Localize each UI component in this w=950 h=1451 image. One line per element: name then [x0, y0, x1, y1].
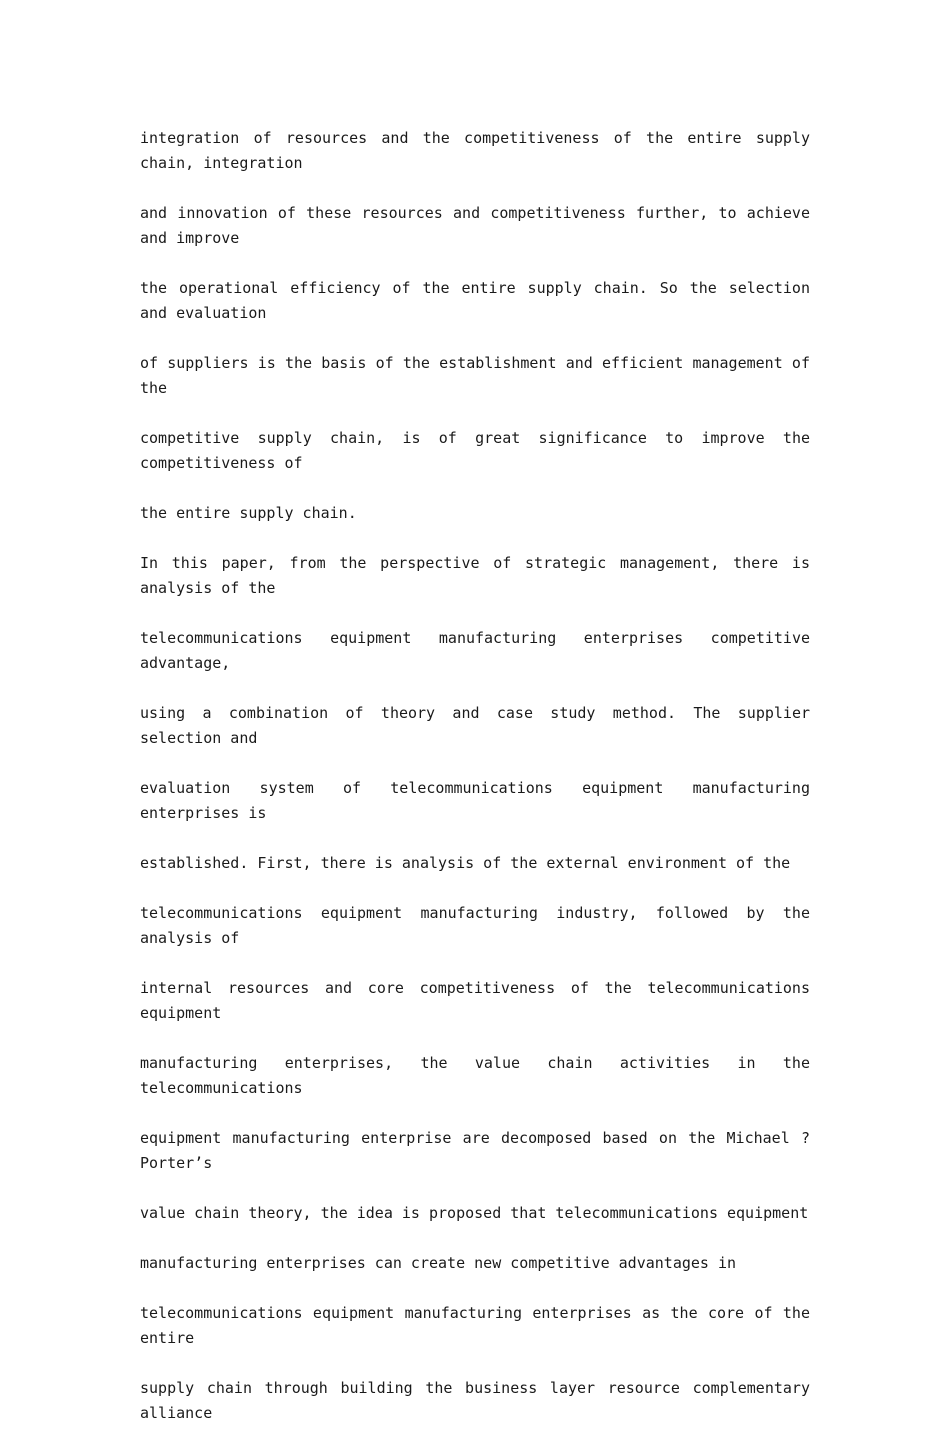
paragraph-6: the entire supply chain.: [140, 504, 357, 522]
paragraph-9: using a combination of theory and case study method. The supplier selection and: [140, 704, 810, 747]
paragraph-18: telecommunications equipment manufacturing enterprises as the core of the entire: [140, 1304, 810, 1347]
paragraph-19: supply chain through building the business layer resource complementary alliance: [140, 1379, 810, 1422]
body-text: [140, 126, 810, 1451]
paragraph-17: manufacturing enterprises can create new competitive advantages in: [140, 1254, 737, 1272]
paragraph-4: of suppliers is the basis of the establishment and efficient management of the: [140, 354, 810, 397]
paragraph-10: evaluation system of telecommunications equipment manufacturing enterprises is: [140, 779, 810, 822]
paragraph-2: and innovation of these resources and competitiveness further, to achieve and improve: [140, 204, 810, 247]
paragraph-13: internal resources and core competitiveness of the telecommunications equipment: [140, 979, 810, 1022]
paragraph-5: competitive supply chain, is of great significance to improve the competitiveness of: [140, 429, 810, 472]
paragraph-3: the operational efficiency of the entire supply chain. So the selection and evaluation: [140, 279, 810, 322]
paragraph-16: value chain theory, the idea is proposed that telecommunications equipment: [140, 1204, 809, 1222]
paragraph-7: In this paper, from the perspective of strategic management, there is analysis of the: [140, 554, 810, 597]
paragraph-1: integration of resources and the competitiveness of the entire supply chain, integration: [140, 129, 810, 172]
paragraph-11: established. First, there is analysis of the external environment of the: [140, 854, 791, 872]
paragraph-14: manufacturing enterprises, the value chain activities in the telecommunications: [140, 1054, 810, 1097]
paragraph-8: telecommunications equipment manufacturing enterprises competitive advantage,: [140, 629, 810, 672]
paragraph-15: equipment manufacturing enterprise are decomposed based on the Michael ? Porter’s: [140, 1129, 810, 1172]
paragraph-12: telecommunications equipment manufacturing industry, followed by the analysis of: [140, 904, 810, 947]
